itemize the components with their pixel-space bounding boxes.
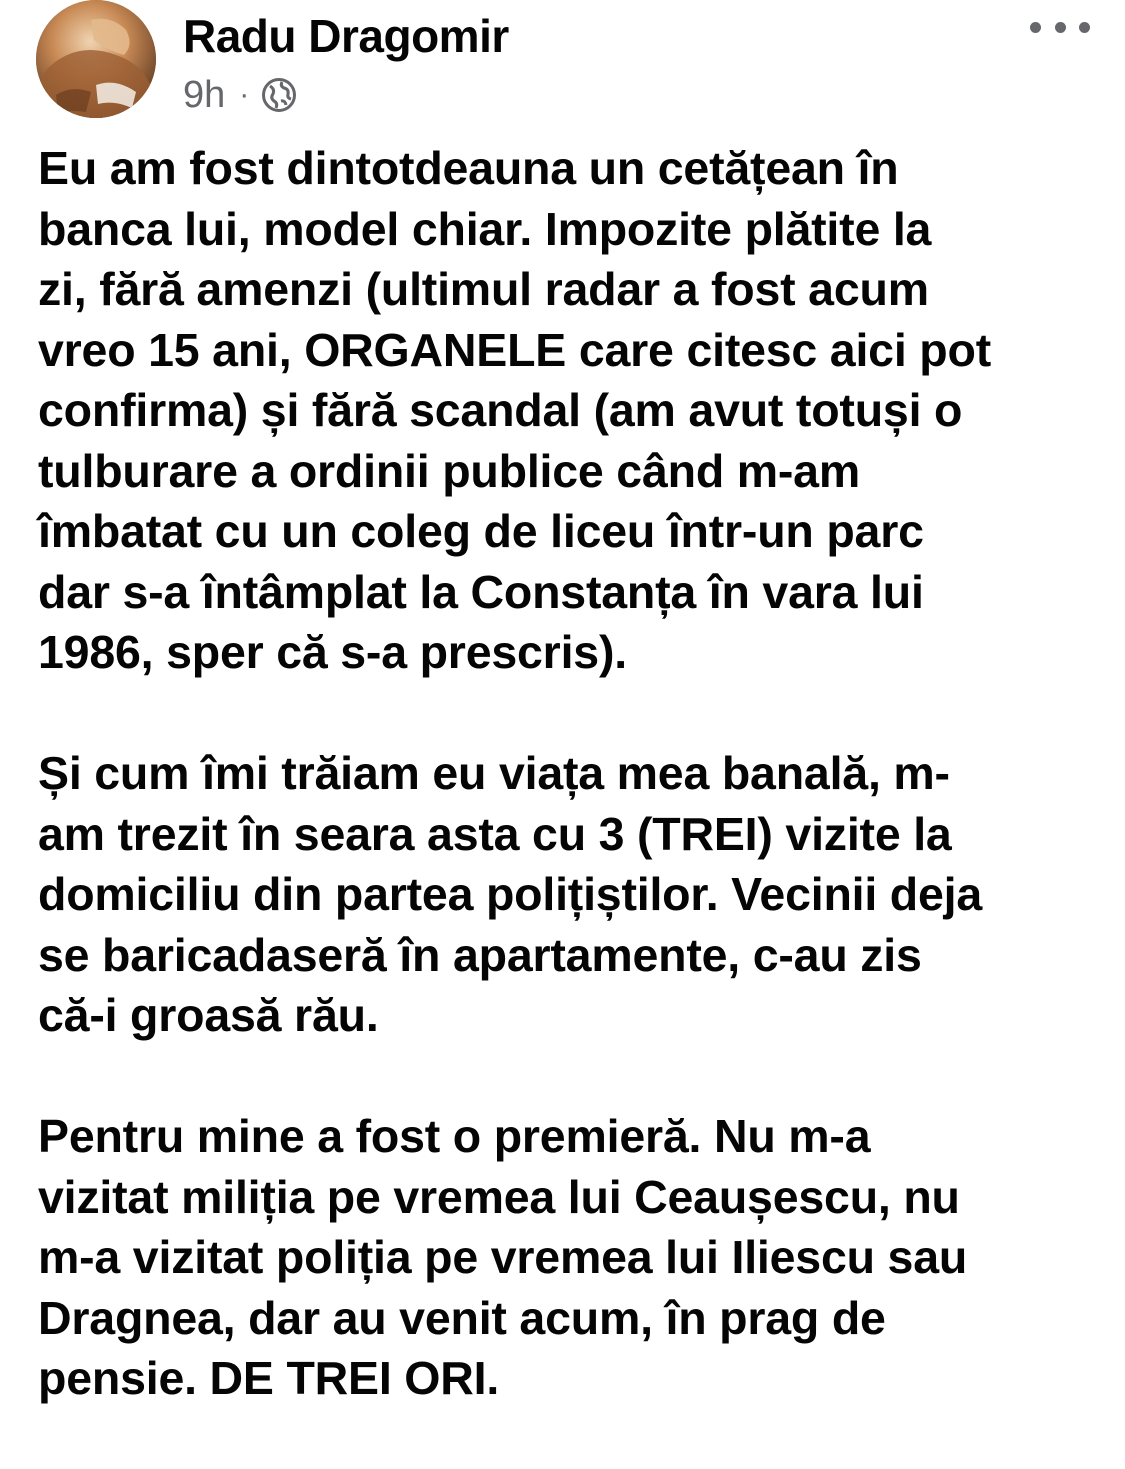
author-name[interactable]: Radu Dragomir [183, 10, 509, 62]
meta-separator: · [239, 78, 250, 111]
more-horizontal-icon [1055, 22, 1066, 33]
post-header [0, 0, 1125, 125]
globe-icon[interactable] [261, 77, 297, 113]
post-paragraph: Eu am fost dintotdeauna un cetățean în banca lui, model chiar. Impozite plătite la zi, fără amenzi (ultimul radar a fost acum vreo 15 ani, ORGANELE care citesc aici pot confirma) și fără scandal (am avut totuși o tulburare a ordinii publice când m-am îmbatat cu un coleg de liceu într-un parc dar s-a întâmplat la Constanța în vara lui 1986, sper că s-a prescris). [38, 142, 991, 678]
post-text [38, 138, 1098, 1469]
more-horizontal-icon [1079, 22, 1090, 33]
more-options-button[interactable] [1030, 10, 1090, 44]
more-horizontal-icon [1030, 22, 1041, 33]
post-paragraph: Și cum îmi trăiam eu viața mea banală, m- am trezit în seara asta cu 3 (TREI) vizite la domiciliu din partea polițiștilor. Vecinii deja se baricadaseră în apartamente, c-au zis că-i groasă rău. [38, 747, 983, 1041]
post-paragraph: Pentru mine a fost o premieră. Nu m-a vizitat miliția pe vremea lui Ceaușescu, nu m-a vizitat poliția pe vremea lui Iliescu sau Dragnea, dar au venit acum, în prag de pensie. DE TREI ORI. [38, 1110, 968, 1404]
post-time[interactable]: 9h [183, 73, 226, 116]
avatar[interactable] [36, 0, 156, 118]
post-meta [183, 72, 297, 118]
